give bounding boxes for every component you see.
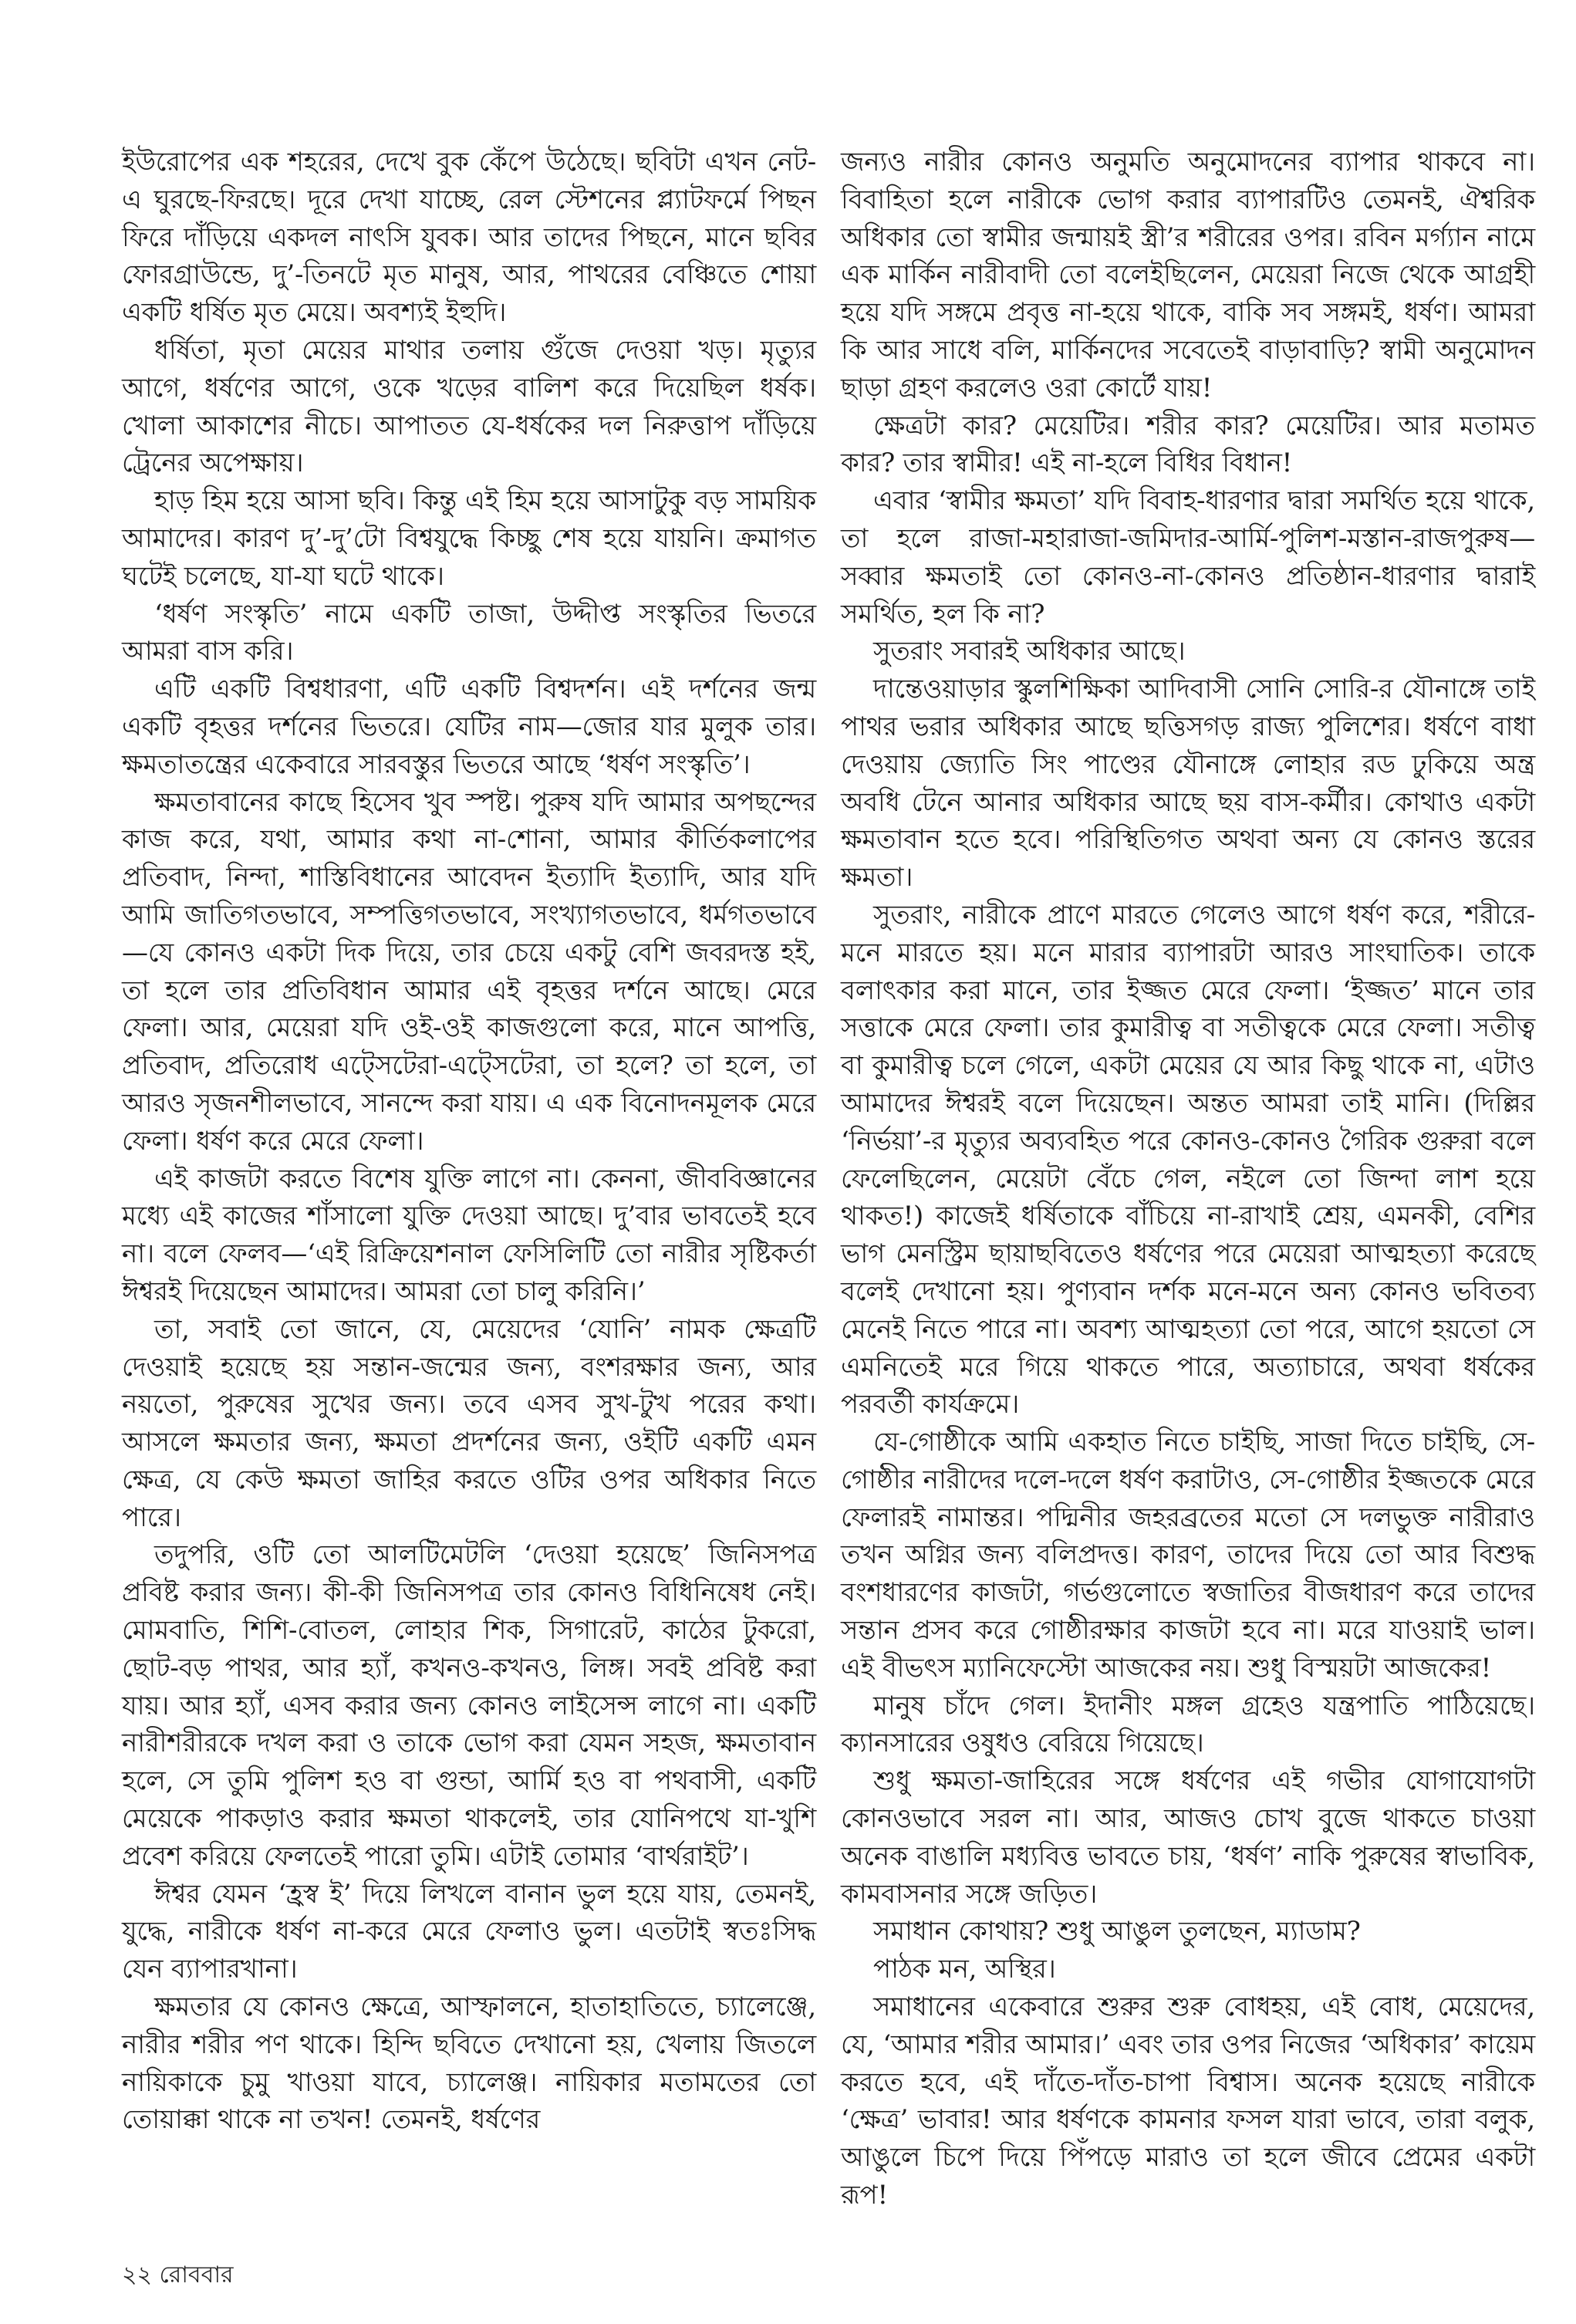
- paragraph: ক্ষমতাবানের কাছে হিসেব খুব স্পষ্ট। পুরুষ যদি আমার অপছন্দের কাজ করে, যথা, আমার কথা না-শোনা, আমার কীর্তিকলাপের প্রতিবাদ, নিন্দা, শাস্তিবিধানের আবেদন ইত্যাদি ইত্যাদি, আর যদি আমি জাতিগতভাবে, সম্পত্তিগতভাবে, সংখ্যাগতভাবে, ধর্মগতভাবে—যে কোনও একটা দিক দিয়ে, তার চেয়ে একটু বেশি জবরদস্ত হই, তা হলে তার প্রতিবিধান আমার এই বৃহত্তর দর্শনে আছে। মেরে ফেলা। আর, মেয়েরা যদি ওই-ওই কাজগুলো করে, মানে আপত্তি, প্রতিবাদ, প্রতিরোধ এট্সেটেরা-এট্সেটেরা, তা হলে? তা হলে, তা আরও সৃজনশীলভাবে, সানন্দে করা যায়। এ এক বিনোদনমূলক মেরে ফেলা। ধর্ষণ করে মেরে ফেলা।: [122, 786, 816, 1157]
- paragraph: শুধু ক্ষমতা-জাহিরের সঙ্গে ধর্ষণের এই গভীর যোগাযোগটা কোনওভাবে সরল না। আর, আজও চোখ বুজে থাকতে চাওয়া অনেক বাঙালি মধ্যবিত্ত ভাবতে চায়, ‘ধর্ষণ’ নাকি পুরুষের স্বাভাবিক, কামবাসনার সঙ্গে জড়িত।: [841, 1765, 1535, 1910]
- paragraph: ইউরোপের এক শহরের, দেখে বুক কেঁপে উঠেছে। ছবিটা এখন নেট-এ ঘুরছে-ফিরছে। দূরে দেখা যাচ্ছে, রেল স্টেশনের প্ল্যাটফর্মে পিছন ফিরে দাঁড়িয়ে একদল নাৎসি যুবক। আর তাদের পিছনে, মানে ছবির ফোরগ্রাউন্ডে, দু’-তিনটে মৃত মানুষ, আর, পাথরের বেঞ্চিতে শোয়া একটি ধর্ষিত মৃত মেয়ে। অবশ্যই ইহুদি।: [122, 147, 816, 329]
- paragraph: এবার ‘স্বামীর ক্ষমতা’ যদি বিবাহ-ধারণার দ্বারা সমর্থিত হয়ে থাকে, তা হলে রাজা-মহারাজা-জমিদার-আর্মি-পুলিশ-মস্তান-রাজপুরুষ—সব্বার ক্ষমতাই তো কোনও-না-কোনও প্রতিষ্ঠান-ধারণার দ্বারাই সমর্থিত, হল কি না?: [841, 485, 1535, 630]
- page-folio: ২২ রোববার: [122, 2262, 234, 2289]
- paragraph: ঈশ্বর যেমন ‘হ্রস্ব ই’ দিয়ে লিখলে বানান ভুল হয়ে যায়, তেমনই, যুদ্ধে, নারীকে ধর্ষণ না-করে মেরে ফেলাও ভুল। এতটাই স্বতঃসিদ্ধ যেন ব্যাপারখানা।: [122, 1878, 816, 1985]
- paragraph: ক্ষেত্রটা কার? মেয়েটির। শরীর কার? মেয়েটির। আর মতামত কার? তার স্বামীর! এই না-হলে বিধির বিধান!: [841, 410, 1535, 479]
- paragraph: ধর্ষিতা, মৃতা মেয়ের মাথার তলায় গুঁজে দেওয়া খড়। মৃত্যুর আগে, ধর্ষণের আগে, ওকে খড়ের বালিশ করে দিয়েছিল ধর্ষক। খোলা আকাশের নীচে। আপাতত যে-ধর্ষকের দল নিরুত্তাপ দাঁড়িয়ে ট্রেনের অপেক্ষায়।: [122, 334, 816, 479]
- paragraph: ক্ষমতার যে কোনও ক্ষেত্রে, আস্ফালনে, হাতাহাতিতে, চ্যালেঞ্জে, নারীর শরীর পণ থাকে। হিন্দি ছবিতে দেখানো হয়, খেলায় জিতলে নায়িকাকে চুমু খাওয়া যাবে, চ্যালেঞ্জ। নায়িকার মতামতের তো তোয়াক্কা থাকে না তখন! তেমনই, ধর্ষণের: [122, 1991, 816, 2136]
- paragraph: সমাধান কোথায়? শুধু আঙুল তুলছেন, ম্যাডাম?: [873, 1916, 1361, 1947]
- paragraph: হাড় হিম হয়ে আসা ছবি। কিন্তু এই হিম হয়ে আসাটুকু বড় সাময়িক আমাদের। কারণ দু’-দু’টো বিশ্বযুদ্ধে কিচ্ছু শেষ হয়ে যায়নি। ক্রমাগত ঘটেই চলেছে, যা-যা ঘটে থাকে।: [122, 485, 816, 592]
- left-column: [122, 144, 816, 2139]
- paragraph: সমাধানের একেবারে শুরুর শুরু বোধহয়, এই বোধ, মেয়েদের, যে, ‘আমার শরীর আমার।’ এবং তার ওপর নিজের ‘অধিকার’ কায়েম করতে হবে, এই দাঁতে-দাঁত-চাপা বিশ্বাস। অনেক হয়েছে নারীকে ‘ক্ষেত্র’ ভাবার! আর ধর্ষণকে কামনার ফসল যারা ভাবে, তারা বলুক, আঙুলে চিপে দিয়ে পিঁপড়ে মারাও তা হলে জীবে প্রেমের একটা রূপ!: [841, 1991, 1535, 2211]
- paragraph: জন্যও নারীর কোনও অনুমতি অনুমোদনের ব্যাপার থাকবে না। বিবাহিতা হলে নারীকে ভোগ করার ব্যাপারটিও তেমনই, ঐশ্বরিক অধিকার তো স্বামীর জন্মায়ই স্ত্রী’র শরীরের ওপর। রবিন মর্গ্যান নামে এক মার্কিন নারীবাদী তো বলেইছিলেন, মেয়েরা নিজে থেকে আগ্রহী হয়ে যদি সঙ্গমে প্রবৃত্ত না-হয়ে থাকে, বাকি সব সঙ্গমই, ধর্ষণ। আমরা কি আর সাধে বলি, মার্কিনদের সবেতেই বাড়াবাড়ি? স্বামী অনুমোদন ছাড়া গ্রহণ করলেও ওরা কোর্টে যায়!: [841, 147, 1535, 404]
- paragraph: সুতরাং সবারই অধিকার আছে।: [873, 636, 1186, 667]
- paragraph: দান্তেওয়াড়ার স্কুলশিক্ষিকা আদিবাসী সোনি সোরি-র যৌনাঙ্গে তাই পাথর ভরার অধিকার আছে ছত্তিসগড় রাজ্য পুলিশের। ধর্ষণে বাধা দেওয়ায় জ্যোতি সিং পাণ্ডের যৌনাঙ্গে লোহার রড ঢুকিয়ে অন্ত্র অবধি টেনে আনার অধিকার আছে ছয় বাস-কর্মীর। কোথাও একটা ক্ষমতাবান হতে হবে। পরিস্থিতিগত অথবা অন্য যে কোনও স্তরের ক্ষমতা।: [841, 674, 1535, 893]
- right-column: [841, 144, 1535, 2214]
- paragraph: ‘ধর্ষণ সংস্কৃতি’ নামে একটি তাজা, উদ্দীপ্ত সংস্কৃতির ভিতরে আমরা বাস করি।: [122, 598, 816, 667]
- paragraph: পাঠক মন, অস্থির।: [873, 1954, 1056, 1985]
- paragraph: তা, সবাই তো জানে, যে, মেয়েদের ‘যোনি’ নামক ক্ষেত্রটি দেওয়াই হয়েছে হয় সন্তান-জন্মের জন্য, বংশরক্ষার জন্য, আর নয়তো, পুরুষের সুখের জন্য। তবে এসব সুখ-টুখ পরের কথা। আসলে ক্ষমতার জন্য, ক্ষমতা প্রদর্শনের জন্য, ওইটি একটি এমন ক্ষেত্র, যে কেউ ক্ষমতা জাহির করতে ওটির ওপর অধিকার নিতে পারে।: [122, 1313, 816, 1533]
- paragraph: যে-গোষ্ঠীকে আমি একহাত নিতে চাইছি, সাজা দিতে চাইছি, সে-গোষ্ঠীর নারীদের দলে-দলে ধর্ষণ করাটাও, সে-গোষ্ঠীর ইজ্জতকে মেরে ফেলারই নামান্তর। পদ্মিনীর জহরব্রতের মতো সে দলভুক্ত নারীরাও তখন অগ্নির জন্য বলিপ্রদত্ত। কারণ, তাদের দিয়ে তো আর বিশুদ্ধ বংশধারণের কাজটা, গর্ভগুলোতে স্বজাতির বীজধারণ করে তাদের সন্তান প্রসব করে গোষ্ঠীরক্ষার কাজটা হবে না। মরে যাওয়াই ভাল। এই বীভৎস ম্যানিফেস্টো আজকের নয়। শুধু বিস্ময়টা আজকের!: [841, 1427, 1535, 1684]
- paragraph: তদুপরি, ওটি তো আলটিমেটলি ‘দেওয়া হয়েছে’ জিনিসপত্র প্রবিষ্ট করার জন্য। কী-কী জিনিসপত্র তার কোনও বিধিনিষেধ নেই। মোমবাতি, শিশি-বোতল, লোহার শিক, সিগারেট, কাঠের টুকরো, ছোট-বড় পাথর, আর হ্যাঁ, কখনও-কখনও, লিঙ্গ। সবই প্রবিষ্ট করা যায়। আর হ্যাঁ, এসব করার জন্য কোনও লাইসেন্স লাগে না। একটি নারীশরীরকে দখল করা ও তাকে ভোগ করা যেমন সহজ, ক্ষমতাবান হলে, সে তুমি পুলিশ হও বা গুন্ডা, আর্মি হও বা পথবাসী, একটি মেয়েকে পাকড়াও করার ক্ষমতা থাকলেই, তার যোনিপথে যা-খুশি প্রবেশ করিয়ে ফেলতেই পারো তুমি। এটাই তোমার ‘বার্থরাইট’।: [122, 1539, 816, 1872]
- paragraph: মানুষ চাঁদে গেল। ইদানীং মঙ্গল গ্রহেও যন্ত্রপাতি পাঠিয়েছে। ক্যানসারের ওষুধও বেরিয়ে গিয়েছে।: [841, 1690, 1535, 1759]
- paragraph: এটি একটি বিশ্বধারণা, এটি একটি বিশ্বদর্শন। এই দর্শনের জন্ম একটি বৃহত্তর দর্শনের ভিতরে। যেটির নাম—জোর যার মুলুক তার। ক্ষমতাতন্ত্রের একেবারে সারবস্তুর ভিতরে আছে ‘ধর্ষণ সংস্কৃতি’।: [122, 674, 816, 780]
- paragraph: এই কাজটা করতে বিশেষ যুক্তি লাগে না। কেননা, জীববিজ্ঞানের মধ্যে এই কাজের শাঁসালো যুক্তি দেওয়া আছে। দু’বার ভাবতেই হবে না। বলে ফেলব—‘এই রিক্রিয়েশনাল ফেসিলিটি তো নারীর সৃষ্টিকর্তা ঈশ্বরই দিয়েছেন আমাদের। আমরা তো চালু করিনি।’: [122, 1163, 816, 1307]
- paragraph: সুতরাং, নারীকে প্রাণে মারতে গেলেও আগে ধর্ষণ করে, শরীরে-মনে মারতে হয়। মনে মারার ব্যাপারটা আরও সাংঘাতিক। তাকে বলাৎকার করা মানে, তার ইজ্জত মেরে ফেলা। ‘ইজ্জত’ মানে তার সত্তাকে মেরে ফেলা। তার কুমারীত্ব বা সতীত্বকে মেরে ফেলা। সতীত্ব বা কুমারীত্ব চলে গেলে, একটা মেয়ের যে আর কিছু থাকে না, এটাও আমাদের ঈশ্বরই বলে দিয়েছেন। অন্তত আমরা তাই মানি। (দিল্লির ‘নির্ভয়া’-র মৃত্যুর অব্যবহিত পরে কোনও-কোনও গৈরিক গুরুরা বলে ফেলেছিলেন, মেয়েটা বেঁচে গেল, নইলে তো জিন্দা লাশ হয়ে থাকত!) কাজেই ধর্ষিতাকে বাঁচিয়ে না-রাখাই শ্রেয়, এমনকী, বেশির ভাগ মেনস্ট্রিম ছায়াছবিতেও ধর্ষণের পরে মেয়েরা আত্মহত্যা করেছে বলেই দেখানো হয়। পুণ্যবান দর্শক মনে-মনে অন্য কোনও ভবিতব্য মেনেই নিতে পারে না। অবশ্য আত্মহত্যা তো পরে, আগে হয়তো সে এমনিতেই মরে গিয়ে থাকতে পারে, অত্যাচারে, অথবা ধর্ষকের পরবর্তী কার্যক্রমে।: [841, 899, 1535, 1420]
